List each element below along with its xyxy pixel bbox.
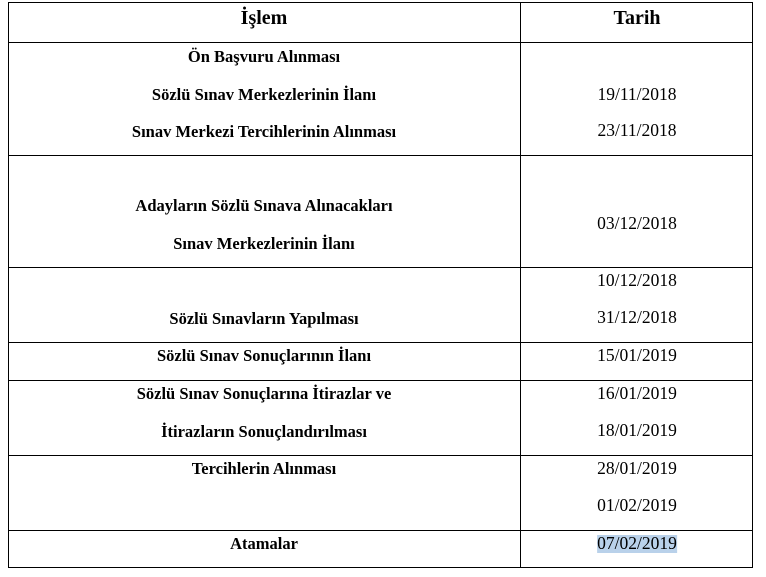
tarih-cell-line: 28/01/2019 [597,458,677,478]
row-divider [9,342,752,343]
tarih-cell-line: 23/11/2018 [597,120,677,140]
islem-cell-line: İtirazların Sonuçlandırılması [161,422,367,441]
islem-cell-line: Sınav Merkezlerinin İlanı [173,234,355,253]
tarih-cell-line: 03/12/2018 [597,213,677,233]
tarih-cell-line: 01/02/2019 [597,495,677,515]
tarih-cell-line: 18/01/2019 [597,420,677,440]
islem-cell-line: Sınav Merkezi Tercihlerinin Alınması [131,122,397,141]
tarih-cell-line: 31/12/2018 [597,307,677,327]
islem-cell-line: Sözlü Sınav Merkezlerinin İlanı [151,85,377,104]
schedule-table [8,2,753,568]
tarih-cell-line: 15/01/2019 [597,345,677,365]
islem-cell-line: Adayların Sözlü Sınava Alınacakları [135,196,393,215]
islem-cell-line: Tercihlerin Alınması [191,459,337,478]
header-tarih: Tarih [613,7,661,29]
islem-cell-line: Ön Başvuru Alınması [187,47,341,66]
tarih-cell-line: 16/01/2019 [597,383,677,403]
islem-cell-line: Sözlü Sınav Sonuçlarına İtirazlar ve [136,384,392,403]
row-divider [9,530,752,531]
islem-cell-line: Sözlü Sınavların Yapılması [169,309,359,328]
tarih-cell-line: 10/12/2018 [597,270,677,290]
row-divider [9,455,752,456]
selected-date-text[interactable]: 07/02/2019 [597,533,677,553]
row-divider [9,267,752,268]
header-islem: İşlem [240,7,288,29]
column-divider [520,3,521,567]
islem-cell-line: Atamalar [230,534,298,553]
row-divider [9,155,752,156]
row-divider [9,380,752,381]
tarih-cell-line: 19/11/2018 [597,84,677,104]
islem-cell-line: Sözlü Sınav Sonuçlarının İlanı [156,346,372,365]
row-divider [9,42,752,43]
